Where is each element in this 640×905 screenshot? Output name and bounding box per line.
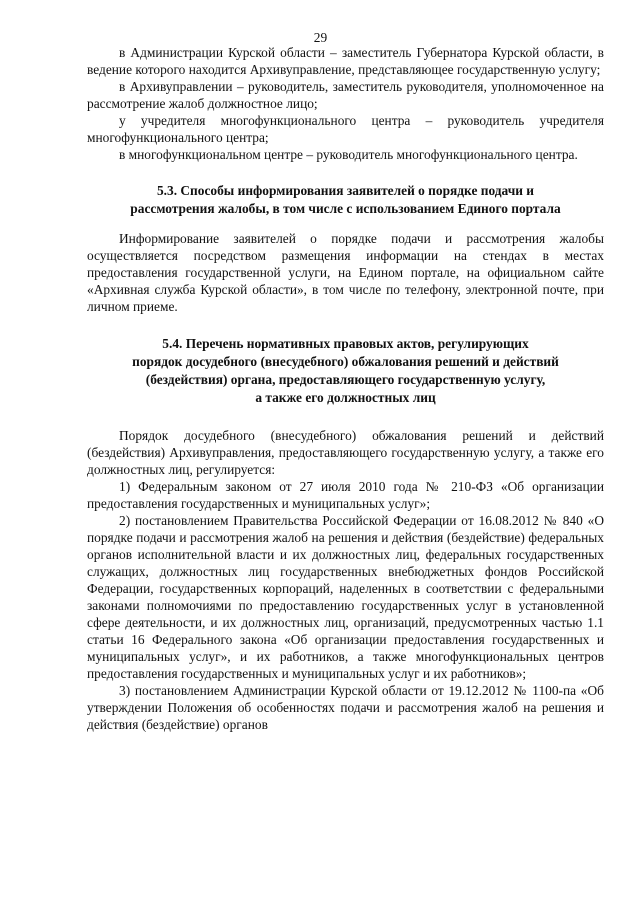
section-5-4-heading-line2: порядок досудебного (внесудебного) обжалования решений и действий [132,354,559,369]
paragraph-archive-office: в Архивуправлении – руководитель, заместитель руководителя, уполномоченное на рассмотрение жалоб должностное лицо; [87,79,604,111]
section-5-3-heading-line2: рассмотрения жалобы, в том числе с использованием Единого портала [130,201,561,216]
section-5-3-heading-line1: 5.3. Способы информирования заявителей о порядке подачи и [156,183,535,198]
legal-act-item-2: 2) постановлением Правительства Российской Федерации от 16.08.2012 № 840 «О порядке подачи и рассмотрения жалоб на решения и действия (бездействие) федеральных органов исполнительной власти и их должностных лиц, федеральных государственных служащих, должностных лиц государственных внебюджетных фондов Российской Федерации, государственных корпораций, наделенных в соответствии с федеральными законами полномочиями по предоставлению государственных услуг в установленной сфере деятельности, и их должностных лиц, организаций, предусмотренных частью 1.1 статьи 16 Федерального закона «Об организации предоставления государственных и муниципальных услуг», и их работников, а также многофункциональных центров предоставления государственных и муниципальных услуг и их работников»; [87,513,604,681]
legal-act-item-3: 3) постановлением Администрации Курской области от 19.12.2012 № 1100-па «Об утверждении Положения об особенностях подачи и рассмотрения жалоб на решения и действия (бездействие) органов [87,683,604,732]
section-5-3-heading [87,182,604,218]
paragraph-administration: в Администрации Курской области – заместитель Губернатора Курской области, в ведение которого находится Архивуправление, представляющее государственную услугу; [87,45,604,77]
section-5-4-heading-line4: а также его должностных лиц [255,390,436,405]
section-5-3-text: Информирование заявителей о порядке подачи и рассмотрения жалобы осуществляется посредством размещения информации на стендах в местах предоставления государственной услуги, на Едином портале, на официальном сайте «Архивная служба Курской области», в том числе по телефону, электронной почте, при личном приеме. [87,231,604,314]
section-5-4-heading-line3: (бездействия) органа, предоставляющего государственную услугу, [145,372,546,387]
section-5-4-intro: Порядок досудебного (внесудебного) обжалования решений и действий (бездействия) Архивуправления, предоставляющего государственную услугу, а также его должностных лиц, регулируется: [87,428,604,477]
page-number: 29 [313,30,328,45]
section-5-4-heading [87,335,604,407]
paragraph-mfc: в многофункциональном центре – руководитель многофункционального центра. [119,147,578,162]
legal-act-item-1: 1) Федеральным законом от 27 июля 2010 года № 210-ФЗ «Об организации предоставления государственных и муниципальных услуг»; [87,479,604,511]
paragraph-mfc-founder: у учредителя многофункционального центра – руководитель учредителя многофункционального центра; [87,113,604,145]
section-5-4-heading-line1: 5.4. Перечень нормативных правовых актов, регулирующих [162,336,529,351]
